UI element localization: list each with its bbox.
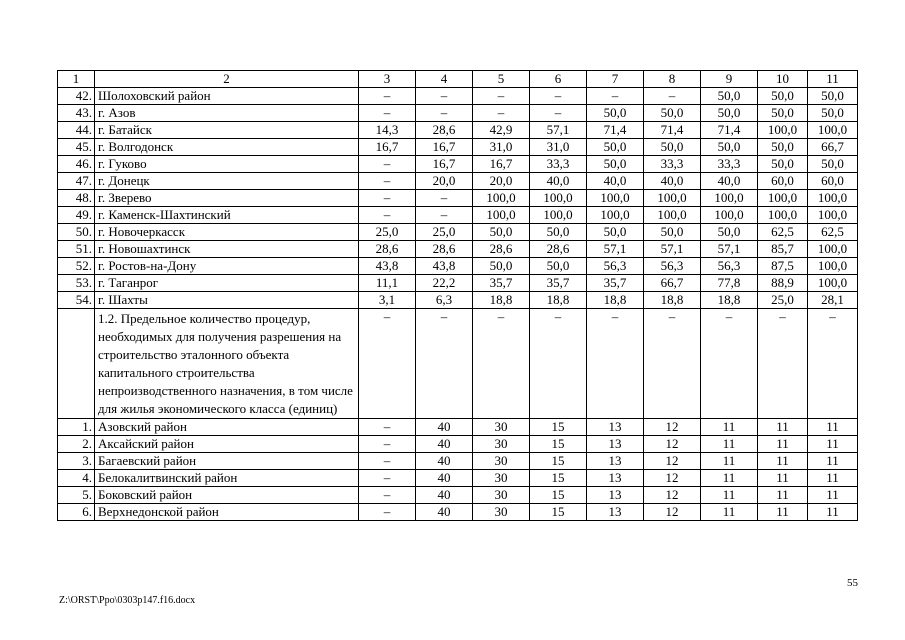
value-cell: 50,0 [808, 156, 858, 173]
value-cell: 100,0 [530, 207, 587, 224]
table-row [58, 419, 858, 436]
value-cell: 18,8 [530, 292, 587, 309]
value-cell: 33,3 [530, 156, 587, 173]
value-cell: 30 [473, 436, 530, 453]
row-number-cell: 2. [58, 436, 95, 453]
table-row [58, 258, 858, 275]
value-cell: 85,7 [758, 241, 808, 258]
value-cell: 13 [587, 436, 644, 453]
value-cell: – [701, 309, 758, 419]
row-number-cell: 50. [58, 224, 95, 241]
value-cell: 11 [808, 504, 858, 521]
value-cell: 100,0 [758, 190, 808, 207]
row-name-cell: г. Новочеркасск [95, 224, 359, 241]
row-name-cell: Шолоховский район [95, 88, 359, 105]
value-cell: 11 [758, 504, 808, 521]
column-number-cell: 8 [644, 71, 701, 88]
table-row [58, 88, 858, 105]
value-cell: 40,0 [587, 173, 644, 190]
value-cell: 100,0 [758, 207, 808, 224]
value-cell: 35,7 [530, 275, 587, 292]
column-number-cell: 5 [473, 71, 530, 88]
table-row [58, 139, 858, 156]
table-row [58, 156, 858, 173]
column-number-cell: 2 [95, 71, 359, 88]
row-name-cell: г. Батайск [95, 122, 359, 139]
value-cell: 50,0 [701, 139, 758, 156]
value-cell: 12 [644, 453, 701, 470]
row-number-cell: 42. [58, 88, 95, 105]
row-number-cell: 52. [58, 258, 95, 275]
value-cell: 12 [644, 470, 701, 487]
row-number-cell: 53. [58, 275, 95, 292]
value-cell: 50,0 [587, 224, 644, 241]
column-number-cell: 9 [701, 71, 758, 88]
value-cell: 50,0 [701, 224, 758, 241]
value-cell: 12 [644, 504, 701, 521]
column-number-cell: 11 [808, 71, 858, 88]
row-number-cell: 43. [58, 105, 95, 122]
row-number-cell: 6. [58, 504, 95, 521]
value-cell: – [359, 470, 416, 487]
value-cell: 40 [416, 504, 473, 521]
value-cell: 28,6 [530, 241, 587, 258]
value-cell: 11 [758, 453, 808, 470]
value-cell: 30 [473, 470, 530, 487]
row-number-cell: 47. [58, 173, 95, 190]
value-cell: 100,0 [473, 190, 530, 207]
row-name-cell: г. Таганрог [95, 275, 359, 292]
row-number-cell: 48. [58, 190, 95, 207]
value-cell: 77,8 [701, 275, 758, 292]
value-cell: 40 [416, 470, 473, 487]
value-cell: 11 [701, 436, 758, 453]
value-cell: – [530, 88, 587, 105]
value-cell: 25,0 [416, 224, 473, 241]
row-number-cell: 1. [58, 419, 95, 436]
value-cell: 50,0 [808, 105, 858, 122]
value-cell: 100,0 [808, 190, 858, 207]
table-row [58, 504, 858, 521]
value-cell: – [644, 88, 701, 105]
value-cell: 31,0 [530, 139, 587, 156]
column-number-cell: 3 [359, 71, 416, 88]
value-cell: 100,0 [808, 122, 858, 139]
value-cell: 11 [758, 436, 808, 453]
value-cell: – [473, 309, 530, 419]
value-cell: – [416, 309, 473, 419]
value-cell: 18,8 [701, 292, 758, 309]
row-name-cell: г. Азов [95, 105, 359, 122]
row-number-cell: 4. [58, 470, 95, 487]
value-cell: 100,0 [758, 122, 808, 139]
column-number-cell: 1 [58, 71, 95, 88]
value-cell: 100,0 [644, 190, 701, 207]
value-cell: 15 [530, 504, 587, 521]
value-cell: 28,6 [359, 241, 416, 258]
value-cell: – [758, 309, 808, 419]
value-cell: 50,0 [644, 105, 701, 122]
value-cell: 43,8 [359, 258, 416, 275]
value-cell: 18,8 [473, 292, 530, 309]
column-number-cell: 7 [587, 71, 644, 88]
value-cell: 57,1 [644, 241, 701, 258]
value-cell: 50,0 [473, 224, 530, 241]
value-cell: – [587, 309, 644, 419]
value-cell: 56,3 [701, 258, 758, 275]
file-path-footer: Z:\ORST\Ppo\0303p147.f16.docx [59, 595, 196, 606]
value-cell: 13 [587, 419, 644, 436]
value-cell: 88,9 [758, 275, 808, 292]
table-row [58, 275, 858, 292]
value-cell: 30 [473, 487, 530, 504]
value-cell: 50,0 [587, 156, 644, 173]
value-cell: 12 [644, 436, 701, 453]
value-cell: 57,1 [587, 241, 644, 258]
table-row [58, 105, 858, 122]
value-cell: – [359, 487, 416, 504]
row-name-cell: г. Донецк [95, 173, 359, 190]
value-cell: 30 [473, 419, 530, 436]
value-cell: 50,0 [758, 139, 808, 156]
value-cell: 40 [416, 487, 473, 504]
value-cell: – [359, 156, 416, 173]
value-cell: 100,0 [701, 207, 758, 224]
value-cell: – [530, 105, 587, 122]
row-name-cell: Боковский район [95, 487, 359, 504]
value-cell: 28,6 [416, 241, 473, 258]
row-name-cell: Багаевский район [95, 453, 359, 470]
value-cell: 62,5 [758, 224, 808, 241]
value-cell: 14,3 [359, 122, 416, 139]
value-cell: 16,7 [416, 156, 473, 173]
value-cell: 50,0 [758, 88, 808, 105]
value-cell: 50,0 [758, 105, 808, 122]
value-cell: 50,0 [644, 224, 701, 241]
value-cell: 11 [808, 453, 858, 470]
row-name-cell: 1.2. Предельное количество процедур, необходимых для получения разрешения на строительство эталонного объекта капитального строительства непроизводственного назначения, в том числе для жилья экономического класса (единиц) [95, 309, 359, 419]
value-cell: 33,3 [701, 156, 758, 173]
value-cell: 50,0 [701, 105, 758, 122]
row-name-cell: Азовский район [95, 419, 359, 436]
value-cell: 13 [587, 504, 644, 521]
value-cell: 15 [530, 470, 587, 487]
value-cell: 31,0 [473, 139, 530, 156]
value-cell: 25,0 [359, 224, 416, 241]
value-cell: – [359, 453, 416, 470]
value-cell: 13 [587, 487, 644, 504]
value-cell: 40 [416, 436, 473, 453]
table-row [58, 122, 858, 139]
value-cell: 57,1 [530, 122, 587, 139]
value-cell: 43,8 [416, 258, 473, 275]
value-cell: 28,1 [808, 292, 858, 309]
value-cell: 62,5 [808, 224, 858, 241]
value-cell: 50,0 [530, 224, 587, 241]
column-number-cell: 10 [758, 71, 808, 88]
value-cell: 60,0 [808, 173, 858, 190]
value-cell: 16,7 [359, 139, 416, 156]
table-body [58, 71, 858, 521]
value-cell: 13 [587, 470, 644, 487]
row-name-cell: г. Шахты [95, 292, 359, 309]
table-row [58, 190, 858, 207]
row-number-cell: 51. [58, 241, 95, 258]
value-cell: 66,7 [808, 139, 858, 156]
value-cell: – [359, 88, 416, 105]
value-cell: 100,0 [473, 207, 530, 224]
value-cell: 11 [808, 487, 858, 504]
value-cell: 12 [644, 419, 701, 436]
value-cell: – [359, 173, 416, 190]
value-cell: 16,7 [416, 139, 473, 156]
value-cell: 20,0 [416, 173, 473, 190]
row-name-cell: г. Зверево [95, 190, 359, 207]
value-cell: 50,0 [530, 258, 587, 275]
value-cell: 100,0 [808, 275, 858, 292]
table-row [58, 224, 858, 241]
value-cell: 71,4 [587, 122, 644, 139]
value-cell: 60,0 [758, 173, 808, 190]
row-number-cell: 49. [58, 207, 95, 224]
value-cell: 11 [808, 470, 858, 487]
value-cell: 18,8 [644, 292, 701, 309]
value-cell: 28,6 [416, 122, 473, 139]
value-cell: 20,0 [473, 173, 530, 190]
value-cell: 100,0 [808, 241, 858, 258]
value-cell: 56,3 [644, 258, 701, 275]
value-cell: 11 [808, 419, 858, 436]
value-cell: – [359, 105, 416, 122]
value-cell: 15 [530, 453, 587, 470]
value-cell: 50,0 [587, 105, 644, 122]
value-cell: 6,3 [416, 292, 473, 309]
value-cell: – [587, 88, 644, 105]
row-number-cell: 45. [58, 139, 95, 156]
value-cell: 50,0 [473, 258, 530, 275]
value-cell: 3,1 [359, 292, 416, 309]
value-cell: 66,7 [644, 275, 701, 292]
value-cell: 11 [808, 436, 858, 453]
value-cell: 50,0 [587, 139, 644, 156]
value-cell: 100,0 [701, 190, 758, 207]
value-cell: 35,7 [473, 275, 530, 292]
data-table [57, 70, 858, 521]
value-cell: 12 [644, 487, 701, 504]
table-row [58, 241, 858, 258]
value-cell: 11 [701, 487, 758, 504]
value-cell: 18,8 [587, 292, 644, 309]
value-cell: – [644, 309, 701, 419]
table-row [58, 453, 858, 470]
value-cell: – [359, 207, 416, 224]
table-row [58, 470, 858, 487]
value-cell: – [359, 504, 416, 521]
value-cell: 25,0 [758, 292, 808, 309]
value-cell: – [359, 419, 416, 436]
table-row [58, 487, 858, 504]
value-cell: – [473, 88, 530, 105]
value-cell: 40,0 [701, 173, 758, 190]
value-cell: 100,0 [587, 190, 644, 207]
value-cell: – [416, 207, 473, 224]
column-number-cell: 6 [530, 71, 587, 88]
value-cell: 11 [758, 470, 808, 487]
value-cell: 11 [758, 419, 808, 436]
row-name-cell: г. Волгодонск [95, 139, 359, 156]
value-cell: 11 [701, 453, 758, 470]
value-cell: – [359, 190, 416, 207]
value-cell: 15 [530, 419, 587, 436]
value-cell: 50,0 [644, 139, 701, 156]
value-cell: 50,0 [701, 88, 758, 105]
value-cell: – [359, 309, 416, 419]
value-cell: 11 [701, 504, 758, 521]
value-cell: 35,7 [587, 275, 644, 292]
row-name-cell: г. Новошахтинск [95, 241, 359, 258]
value-cell: 87,5 [758, 258, 808, 275]
value-cell: 40,0 [530, 173, 587, 190]
row-name-cell: Аксайский район [95, 436, 359, 453]
row-number-cell: 3. [58, 453, 95, 470]
row-name-cell: г. Ростов-на-Дону [95, 258, 359, 275]
page-number: 55 [847, 577, 858, 589]
value-cell: 33,3 [644, 156, 701, 173]
value-cell: 40,0 [644, 173, 701, 190]
value-cell: – [530, 309, 587, 419]
row-number-cell: 46. [58, 156, 95, 173]
value-cell: 28,6 [473, 241, 530, 258]
row-name-cell: г. Каменск-Шахтинский [95, 207, 359, 224]
value-cell: 11 [758, 487, 808, 504]
value-cell: – [808, 309, 858, 419]
table-row [58, 292, 858, 309]
value-cell: 40 [416, 419, 473, 436]
value-cell: 100,0 [644, 207, 701, 224]
row-name-cell: Верхнедонской район [95, 504, 359, 521]
value-cell: 30 [473, 504, 530, 521]
column-number-cell: 4 [416, 71, 473, 88]
table-row [58, 436, 858, 453]
value-cell: – [416, 105, 473, 122]
value-cell: 13 [587, 453, 644, 470]
row-number-cell [58, 309, 95, 419]
row-name-cell: Белокалитвинский район [95, 470, 359, 487]
table-row [58, 173, 858, 190]
row-number-cell: 44. [58, 122, 95, 139]
row-number-cell: 54. [58, 292, 95, 309]
value-cell: 11 [701, 419, 758, 436]
value-cell: – [416, 190, 473, 207]
value-cell: 11,1 [359, 275, 416, 292]
value-cell: – [416, 88, 473, 105]
value-cell: 50,0 [808, 88, 858, 105]
value-cell: 42,9 [473, 122, 530, 139]
value-cell: 16,7 [473, 156, 530, 173]
value-cell: 15 [530, 487, 587, 504]
row-number-cell: 5. [58, 487, 95, 504]
value-cell: 30 [473, 453, 530, 470]
value-cell: 40 [416, 453, 473, 470]
table-row [58, 309, 858, 419]
value-cell: 100,0 [808, 258, 858, 275]
value-cell: 100,0 [808, 207, 858, 224]
value-cell: 11 [701, 470, 758, 487]
value-cell: – [359, 436, 416, 453]
value-cell: 50,0 [758, 156, 808, 173]
value-cell: 71,4 [644, 122, 701, 139]
value-cell: 71,4 [701, 122, 758, 139]
value-cell: 15 [530, 436, 587, 453]
value-cell: 57,1 [701, 241, 758, 258]
value-cell: – [473, 105, 530, 122]
value-cell: 56,3 [587, 258, 644, 275]
table-row [58, 207, 858, 224]
header-row [58, 71, 858, 88]
value-cell: 100,0 [587, 207, 644, 224]
value-cell: 22,2 [416, 275, 473, 292]
row-name-cell: г. Гуково [95, 156, 359, 173]
value-cell: 100,0 [530, 190, 587, 207]
